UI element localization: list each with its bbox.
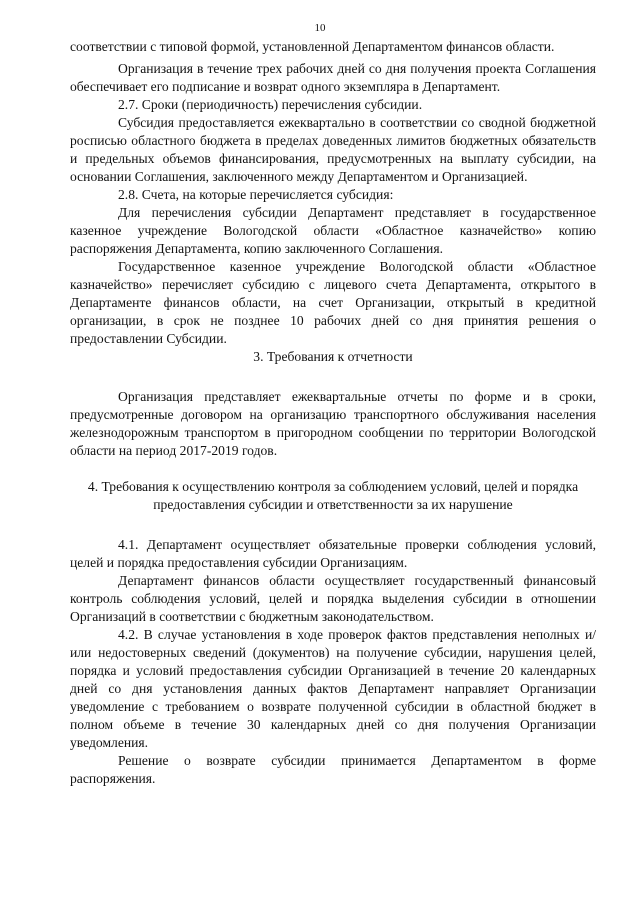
clause-2-8-heading: 2.8. Счета, на которые перечисляется субсидия:	[118, 187, 394, 202]
paragraph-refund-decision: Решение о возврате субсидии принимается Департаментом в форме распоряжения.	[70, 753, 596, 786]
paragraph-continuation: соответствии с типовой формой, установленной Департаментом финансов области.	[70, 39, 555, 54]
section-3-heading: 3. Требования к отчетности	[253, 349, 413, 364]
paragraph-subsidy-quarterly: Субсидия предоставляется ежеквартально в соответствии со сводной бюджетной росписью областного бюджета в пределах доведенных лимитов бюджетных обязательств и предельных объемов финансирования, предусмотренных на выплату субсидии, на основании Соглашения, заключенного между Департаментом и Организацией.	[70, 115, 596, 184]
document-body	[70, 38, 596, 788]
paragraph-treasury-transfer: Государственное казенное учреждение Вологодской области «Областное казначейство» перечисляет субсидию с лицевого счета Департамента, открытого в Департаменте финансов области, на счет Организации, открытый в кредитной организации, в срок не позднее 10 рабочих дней со дня принятия решения о предоставлении Субсидии.	[70, 259, 596, 346]
clause-2-7-heading: 2.7. Сроки (периодичность) перечисления субсидии.	[118, 97, 423, 112]
paragraph-agreement-signing: Организация в течение трех рабочих дней со дня получения проекта Соглашения обеспечивает его подписание и возврат одного экземпляра в Департамент.	[70, 61, 596, 94]
clause-4-2: 4.2. В случае установления в ходе проверок фактов представления неполных и/или недостоверных сведений (документов) на получение субсидии, нарушения целей, порядка и условий предоставления субсидии Организацией в течение 20 календарных дней со дня установления данных фактов Департамент направляет Организации уведомление с требованием о возврате полученной субсидии в областной бюджет в полном объеме в течение 30 календарных дней со дня получения Организации уведомления.	[70, 627, 596, 750]
paragraph-financial-control: Департамент финансов области осуществляет государственный финансовый контроль соблюдения условий, целей и порядка выделения субсидии в отношении Организаций в соответствии с бюджетным законодательством.	[70, 573, 596, 624]
clause-4-1: 4.1. Департамент осуществляет обязательные проверки соблюдения условий, целей и порядка предоставления субсидии Организациям.	[70, 537, 596, 570]
page-number: 10	[314, 22, 326, 34]
section-4-heading: 4. Требования к осуществлению контроля за соблюдением условий, целей и порядка предоставления субсидии и ответственности за их нарушение	[87, 479, 579, 512]
paragraph-reporting: Организация представляет ежеквартальные отчеты по форме и в сроки, предусмотренные договором на организацию транспортного обслуживания населения железнодорожным транспортом в пригородном сообщении по территории Вологодской области на период 2017-2019 годов.	[70, 389, 596, 458]
paragraph-transfer-documents: Для перечисления субсидии Департамент представляет в государственное казенное учреждение Вологодской области «Областное казначейство» копию распоряжения Департамента, копию заключенного Соглашения.	[70, 205, 596, 256]
